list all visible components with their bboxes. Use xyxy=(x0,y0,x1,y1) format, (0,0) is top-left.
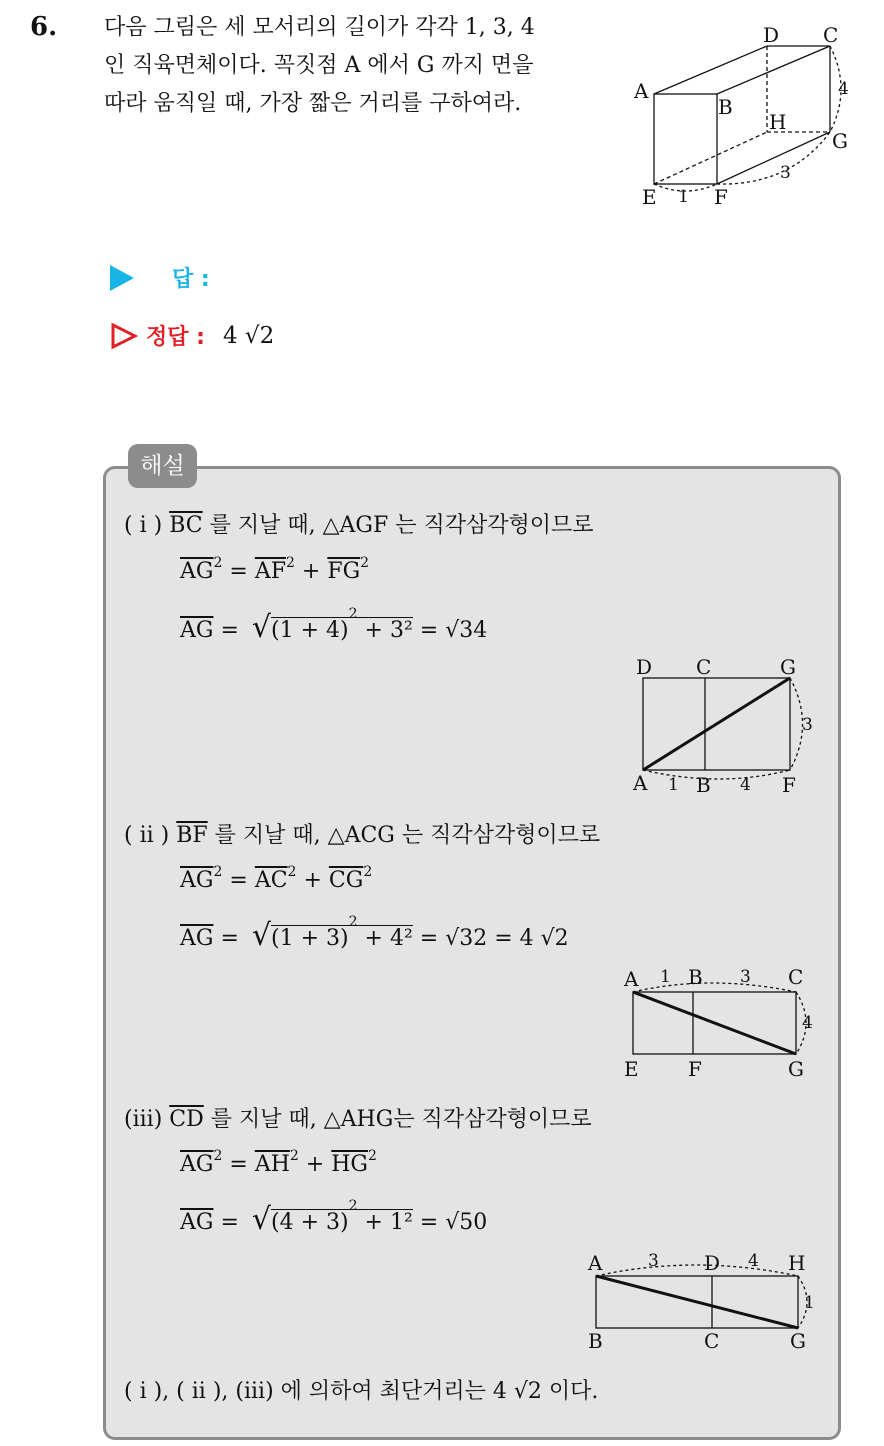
svg-text:3: 3 xyxy=(802,715,813,735)
case2-header xyxy=(124,818,600,849)
case2-figure xyxy=(620,962,820,1086)
case2-header-text: 를 지날 때, △ACG 는 직각삼각형이므로 xyxy=(214,823,601,848)
edge-label-1: 1 xyxy=(678,187,689,207)
answer-row xyxy=(110,262,210,293)
case1-header xyxy=(124,508,594,539)
vertex-label-A: A xyxy=(634,79,649,103)
svg-text:4: 4 xyxy=(748,1251,759,1271)
svg-text:G: G xyxy=(780,655,796,679)
svg-text:B: B xyxy=(588,1329,603,1353)
svg-text:D: D xyxy=(704,1251,721,1275)
vertex-label-E: E xyxy=(642,185,657,209)
svg-text:B: B xyxy=(688,965,703,989)
svg-text:3: 3 xyxy=(740,967,751,987)
vertex-label-H: H xyxy=(769,110,787,134)
svg-text:A: A xyxy=(624,967,639,991)
svg-text:D: D xyxy=(636,655,653,679)
answer-label: 답 : xyxy=(172,267,210,292)
svg-text:B: B xyxy=(696,773,711,797)
vertex-label-F: F xyxy=(714,185,728,209)
case1-equation-2: $\overline{AG} = √(1 + 4)^2 + 3^2 = √34$ xyxy=(180,606,488,645)
svg-text:1: 1 xyxy=(660,967,671,987)
svg-text:1: 1 xyxy=(668,775,679,795)
question-number: 6. xyxy=(30,12,58,42)
edge-label-3: 3 xyxy=(780,163,791,183)
svg-text:C: C xyxy=(704,1329,720,1353)
case3-figure xyxy=(580,1244,820,1358)
cuboid-figure xyxy=(630,18,860,214)
outline-triangle-icon xyxy=(110,322,138,350)
conclusion-text: ( i ), ( ii ), (iii) 에 의하여 최단거리는 4 √2 이다. xyxy=(124,1379,599,1404)
case1-segment: $\overline{BC}$ xyxy=(169,513,203,538)
case1-header-text: 를 지날 때, △AGF 는 직각삼각형이므로 xyxy=(209,513,594,538)
vertex-label-B: B xyxy=(718,95,733,119)
svg-text:C: C xyxy=(696,655,712,679)
case1-figure xyxy=(630,652,820,800)
case2-index: ( ii ) xyxy=(124,823,170,848)
question-text-line-2: 인 직육면체이다. 꼭짓점 A 에서 G 까지 면을 xyxy=(104,53,534,78)
svg-text:E: E xyxy=(624,1057,639,1081)
vertex-label-C: C xyxy=(823,23,839,47)
case3-equation-2: $\overline{AG} = √(4 + 3)^2 + 1^2 = √50$ xyxy=(180,1198,488,1237)
svg-text:G: G xyxy=(788,1057,804,1081)
case3-index: (iii) xyxy=(124,1107,163,1132)
case3-segment: $\overline{CD}$ xyxy=(169,1107,204,1132)
case2-segment: $\overline{BF}$ xyxy=(176,823,208,848)
case3-header-text: 를 지날 때, △AHG는 직각삼각형이므로 xyxy=(210,1107,592,1132)
case3-equation-1: $\overline{AG}^2 = \overline{AH}^2 + \overline{HG}^2$ xyxy=(180,1148,377,1177)
correct-answer-label: 정답 : xyxy=(146,325,205,350)
svg-text:A: A xyxy=(588,1251,603,1275)
case3-header xyxy=(124,1102,592,1133)
svg-text:3: 3 xyxy=(648,1251,659,1271)
case1-equation-1: $\overline{AG}^2 = \overline{AF}^2 + \overline{FG}^2$ xyxy=(180,555,370,584)
svg-text:G: G xyxy=(790,1329,806,1353)
svg-text:F: F xyxy=(688,1057,702,1081)
explanation-tag: 해설 xyxy=(128,444,197,488)
correct-answer-row xyxy=(110,320,274,351)
svg-text:F: F xyxy=(782,773,796,797)
case2-equation-1: $\overline{AG}^2 = \overline{AC}^2 + \overline{CG}^2$ xyxy=(180,864,373,893)
vertex-label-G: G xyxy=(832,129,848,153)
correct-answer-value: 4 √2 xyxy=(222,322,275,349)
vertex-label-D: D xyxy=(763,23,780,47)
svg-text:H: H xyxy=(788,1251,806,1275)
svg-text:A: A xyxy=(633,771,648,795)
question-text-line-3: 따라 움직일 때, 가장 짧은 거리를 구하여라. xyxy=(104,91,522,116)
case1-index: ( i ) xyxy=(124,513,163,538)
svg-text:C: C xyxy=(788,965,804,989)
case2-equation-2: $\overline{AG} = √(1 + 3)^2 + 4^2 = √32 = 4$ √2 xyxy=(180,914,569,953)
question-text-line-1: 다음 그림은 세 모서리의 길이가 각각 1, 3, 4 xyxy=(104,15,535,40)
svg-text:1: 1 xyxy=(804,1293,815,1313)
play-triangle-icon xyxy=(110,265,134,291)
svg-text:4: 4 xyxy=(802,1013,813,1033)
svg-text:4: 4 xyxy=(740,775,751,795)
edge-label-4: 4 xyxy=(838,79,849,99)
